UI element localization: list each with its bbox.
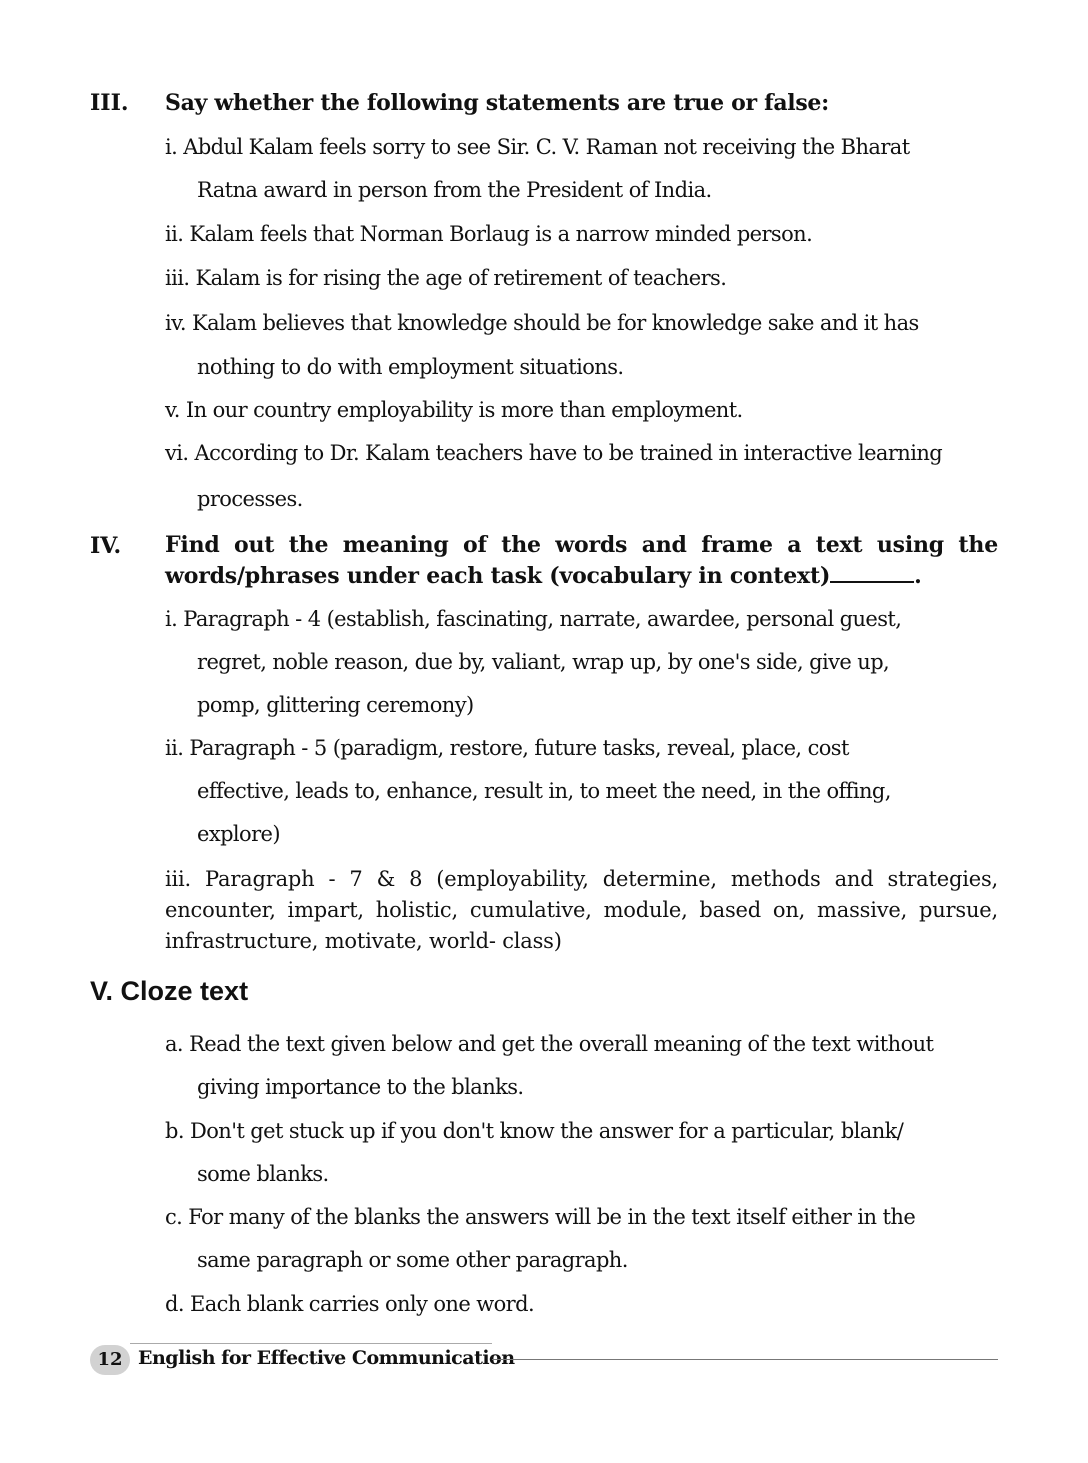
section-3-title: Say whether the following statements are true or false: [165, 90, 829, 116]
paragraph-task-ii-cont1: effective, leads to, enhance, result in, to meet the need, in the offing, [197, 779, 891, 803]
section-5-heading: V. Cloze text [90, 976, 249, 1006]
statement-i-cont: Ratna award in person from the President of India. [197, 178, 712, 202]
cloze-instruction-b-cont: some blanks. [197, 1162, 329, 1186]
statement-iii: iii. Kalam is for rising the age of retirement of teachers. [165, 266, 727, 290]
book-title: English for Effective Communication [138, 1347, 515, 1369]
cloze-instruction-c: c. For many of the blanks the answers will be in the text itself either in the [165, 1205, 916, 1229]
statement-i: i. Abdul Kalam feels sorry to see Sir. C. V. Raman not receiving the Bharat [165, 135, 910, 159]
paragraph-task-i: i. Paragraph - 4 (establish, fascinating, narrate, awardee, personal guest, [165, 607, 902, 631]
section-4-title [165, 530, 998, 592]
statement-iv-cont: nothing to do with employment situations. [197, 355, 624, 379]
statement-iv: iv. Kalam believes that knowledge should be for knowledge sake and it has [165, 311, 919, 335]
cloze-instruction-a: a. Read the text given below and get the overall meaning of the text without [165, 1032, 934, 1056]
section-4-number: IV. [90, 533, 122, 559]
statement-v: v. In our country employability is more than employment. [165, 398, 743, 422]
footer-top-rule [130, 1343, 492, 1344]
statement-vi-cont: processes. [197, 487, 303, 511]
paragraph-task-iii: iii. Paragraph - 7 & 8 (employability, determine, methods and strategies, encounter, impart, holistic, cumulative, module, based on, massive, pursue, infrastructure, motivate, world- class) [165, 867, 998, 953]
answer-blank [830, 577, 914, 583]
paragraph-task-i-cont2: pomp, glittering ceremony) [197, 693, 474, 717]
statement-ii: ii. Kalam feels that Norman Borlaug is a narrow minded person. [165, 222, 813, 246]
statement-vi: vi. According to Dr. Kalam teachers have to be trained in interactive learning [165, 441, 943, 465]
section-4-title-text: Find out the meaning of the words and frame a text using the words/phrases under each task (vocabulary in context) [165, 532, 998, 589]
cloze-instruction-d: d. Each blank carries only one word. [165, 1292, 535, 1316]
cloze-instruction-a-cont: giving importance to the blanks. [197, 1075, 524, 1099]
section-3-number: III. [90, 90, 129, 116]
page-number: 12 [90, 1345, 130, 1375]
paragraph-task-ii-cont2: explore) [197, 822, 280, 846]
cloze-instruction-b: b. Don't get stuck up if you don't know the answer for a particular, blank/ [165, 1119, 904, 1143]
section-4-title-end: . [914, 563, 922, 589]
page-footer [90, 1345, 998, 1375]
paragraph-task-ii: ii. Paragraph - 5 (paradigm, restore, future tasks, reveal, place, cost [165, 736, 849, 760]
cloze-instruction-c-cont: same paragraph or some other paragraph. [197, 1248, 628, 1272]
paragraph-task-i-cont1: regret, noble reason, due by, valiant, wrap up, by one's side, give up, [197, 650, 890, 674]
footer-rule [492, 1359, 998, 1360]
